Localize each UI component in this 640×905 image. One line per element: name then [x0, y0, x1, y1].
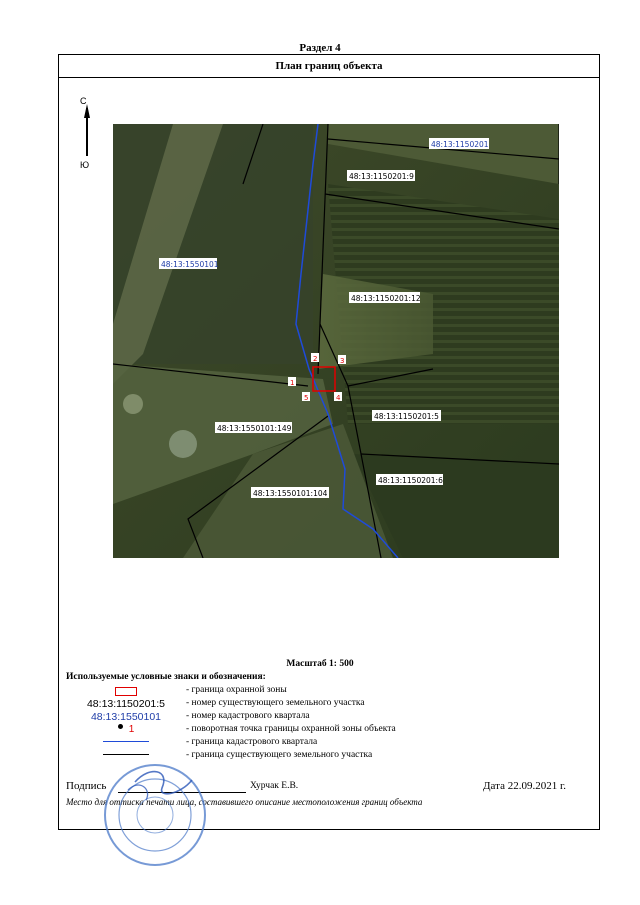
legend-symbol-point: 1 [128, 724, 135, 735]
parcel-label-12: 48:13:1150201:12 [351, 294, 421, 303]
point-label-2: 2 [313, 355, 318, 363]
point-label-4: 4 [336, 394, 341, 402]
section-title: Раздел 4 [299, 42, 341, 54]
legend-item-point [66, 724, 586, 737]
legend-desc: - номер кадастрового квартала [186, 711, 310, 721]
legend-desc: - граница охранной зоны [186, 685, 287, 695]
legend-heading: Используемые условные знаки и обозначения: [66, 672, 266, 682]
stamp-place-note: Место для оттиска печати лица, составившего описание местоположения границ объекта [66, 797, 423, 807]
legend-symbol-parcel: 48:13:1150201:5 [86, 698, 166, 710]
north-label: С [80, 96, 87, 106]
point-label-5: 5 [304, 394, 309, 402]
south-label: Ю [80, 160, 90, 170]
map-canvas [113, 124, 559, 558]
seal-stamp-icon [100, 760, 210, 870]
legend-desc: - граница существующего земельного участка [186, 750, 373, 760]
legend-item-zone [66, 685, 586, 698]
north-arrow [76, 96, 98, 168]
signature-label: Подпись [66, 780, 107, 792]
parcel-label-quarter-left: 48:13:1550101 [161, 260, 219, 269]
north-arrow-icon [76, 96, 98, 168]
parcel-label-149: 48:13:1550101:149 [217, 424, 292, 433]
plan-title: План границ объекта [59, 55, 599, 78]
signature-date: Дата 22.09.2021 г. [483, 780, 566, 792]
parcel-label-quarter-top: 48:13:1150201 [431, 140, 489, 149]
legend-desc: - поворотная точка границы охранной зоны объекта [186, 724, 396, 734]
legend-symbol-quarter: 48:13:1550101 [90, 711, 162, 723]
zone-boundary-icon [115, 687, 137, 696]
imagery-tree [123, 394, 143, 414]
map-scale: Масштаб 1: 500 [286, 659, 354, 669]
parcel-label-5: 48:13:1150201:5 [374, 412, 439, 421]
blue-line-icon [103, 741, 149, 742]
point-label-1: 1 [290, 379, 295, 387]
legend-item-quarter-line [66, 737, 586, 750]
signer-name: Хурчак Е.В. [250, 781, 299, 791]
point-label-3: 3 [340, 357, 345, 365]
legend-desc: - номер существующего земельного участка [186, 698, 365, 708]
black-line-icon [103, 754, 149, 755]
parcel-label-6: 48:13:1150201:6 [378, 476, 443, 485]
legend-desc: - граница кадастрового квартала [186, 737, 318, 747]
satellite-map[interactable] [113, 124, 559, 558]
turning-point-icon [118, 724, 135, 735]
imagery-building [169, 430, 197, 458]
legend-item-parcel [66, 698, 586, 711]
parcel-label-9: 48:13:1150201:9 [349, 172, 414, 181]
legend-item-quarter [66, 711, 586, 724]
parcel-label-104: 48:13:1550101:104 [253, 489, 328, 498]
